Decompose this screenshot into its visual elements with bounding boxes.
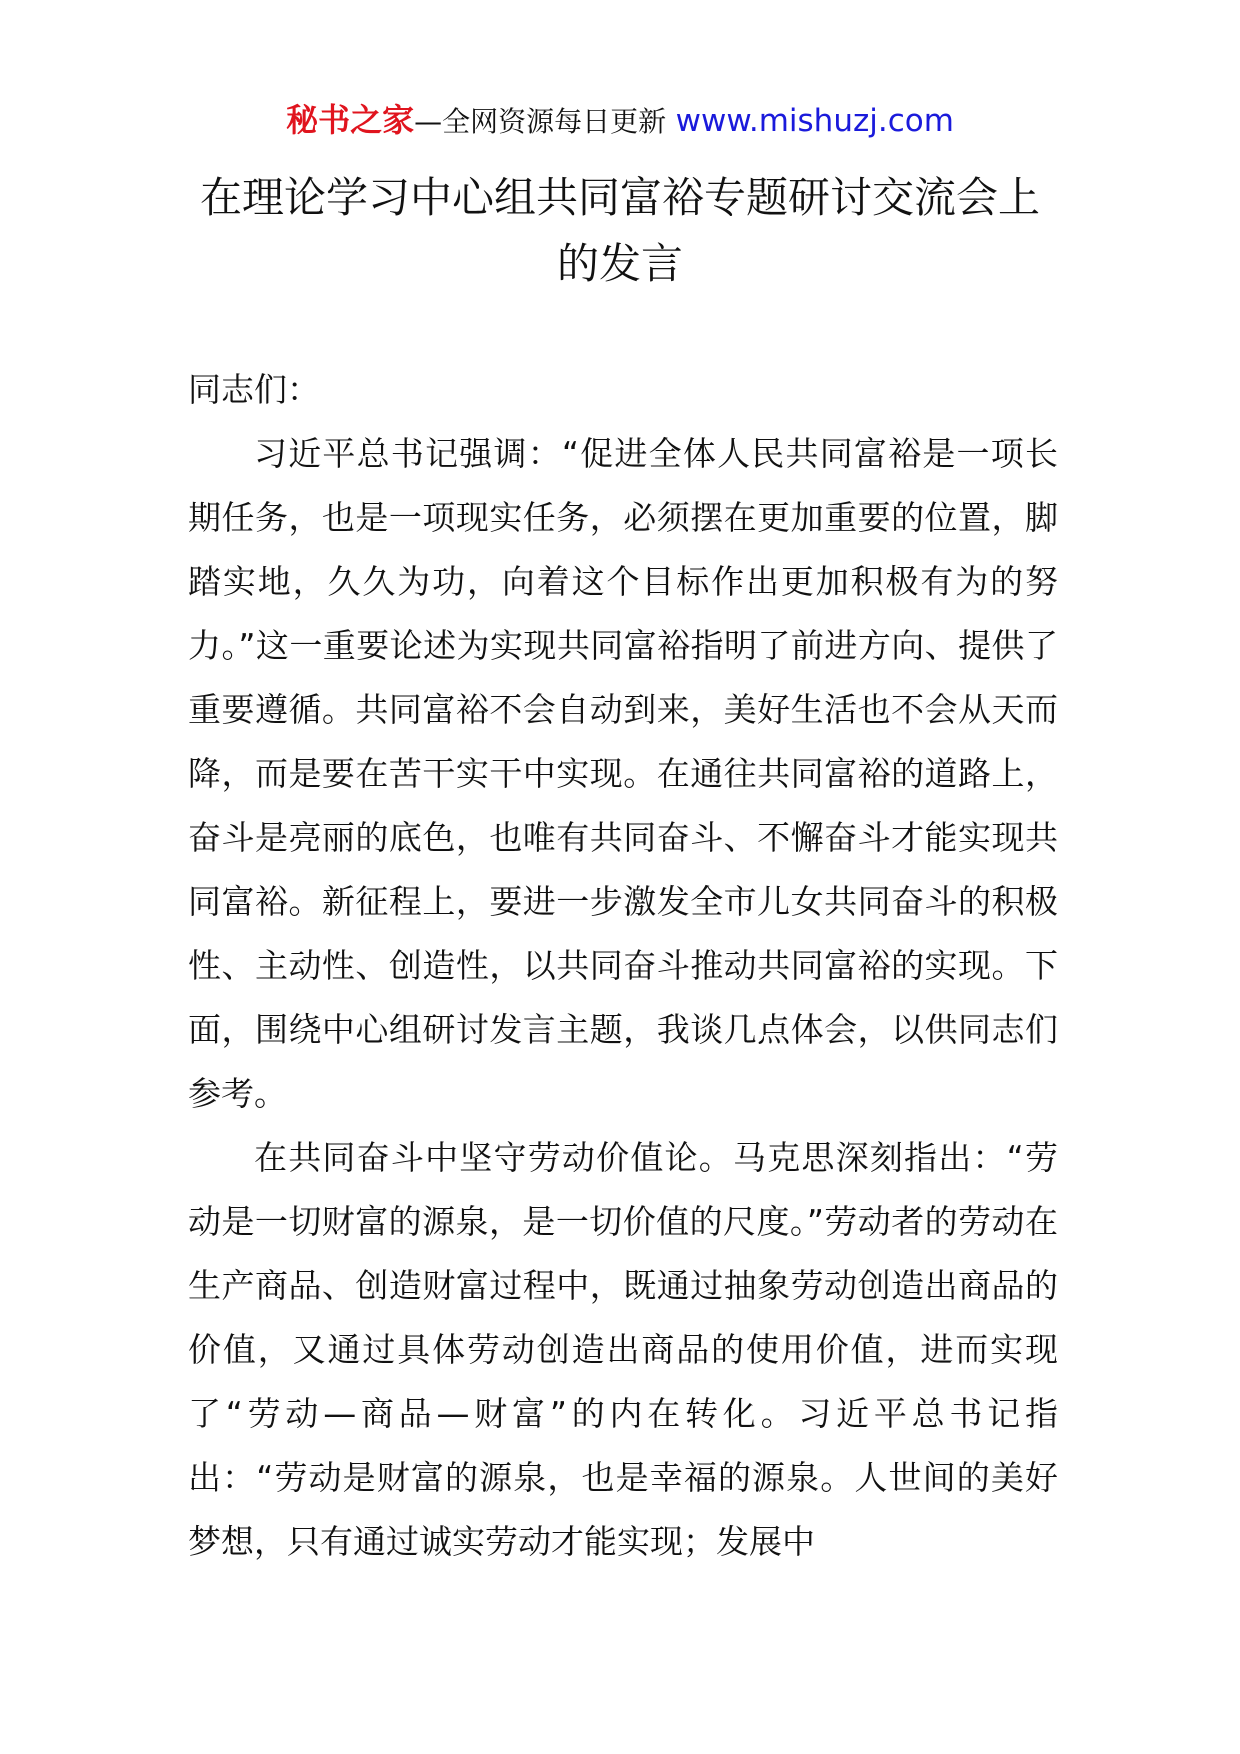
paragraph-2: 在共同奋斗中坚守劳动价值论。马克思深刻指出：“劳动是一切财富的源泉，是一切价值的尺度。”劳动者的劳动在生产商品、创造财富过程中，既通过抽象劳动创造出商品的价值，又通过具体劳动创造出商品的使用价值，进而实现了“劳动—商品—财富”的内在转化。习近平总书记指出：“劳动是财富的源泉，也是幸福的源泉。人世间的美好梦想，只有通过诚实劳动才能实现；发展中 [188,1138,1058,1561]
document-body [188,358,1058,1574]
paragraph-1: 习近平总书记强调：“促进全体人民共同富裕是一项长期任务，也是一项现实任务，必须摆在更加重要的位置，脚踏实地，久久为功，向着这个目标作出更加积极有为的努力。”这一重要论述为实现共同富裕指明了前进方向、提供了重要遵循。共同富裕不会自动到来，美好生活也不会从天而降，而是要在苦干实干中实现。在通往共同富裕的道路上，奋斗是亮丽的底色，也唯有共同奋斗、不懈奋斗才能实现共同富裕。新征程上，要进一步激发全市儿女共同奋斗的积极性、主动性、创造性，以共同奋斗推动共同富裕的实现。下面，围绕中心组研讨发言主题，我谈几点体会，以供同志们参考。 [188,434,1058,1113]
page-header [0,98,1240,144]
salutation: 同志们： [188,370,320,409]
document-title: 在理论学习中心组共同富裕专题研讨交流会上的发言 [199,173,1040,288]
site-link[interactable]: www.mishuzj.com [675,103,954,139]
header-slogan: —全网资源每日更新 [414,105,667,138]
brand-name: 秘书之家 [286,101,415,139]
